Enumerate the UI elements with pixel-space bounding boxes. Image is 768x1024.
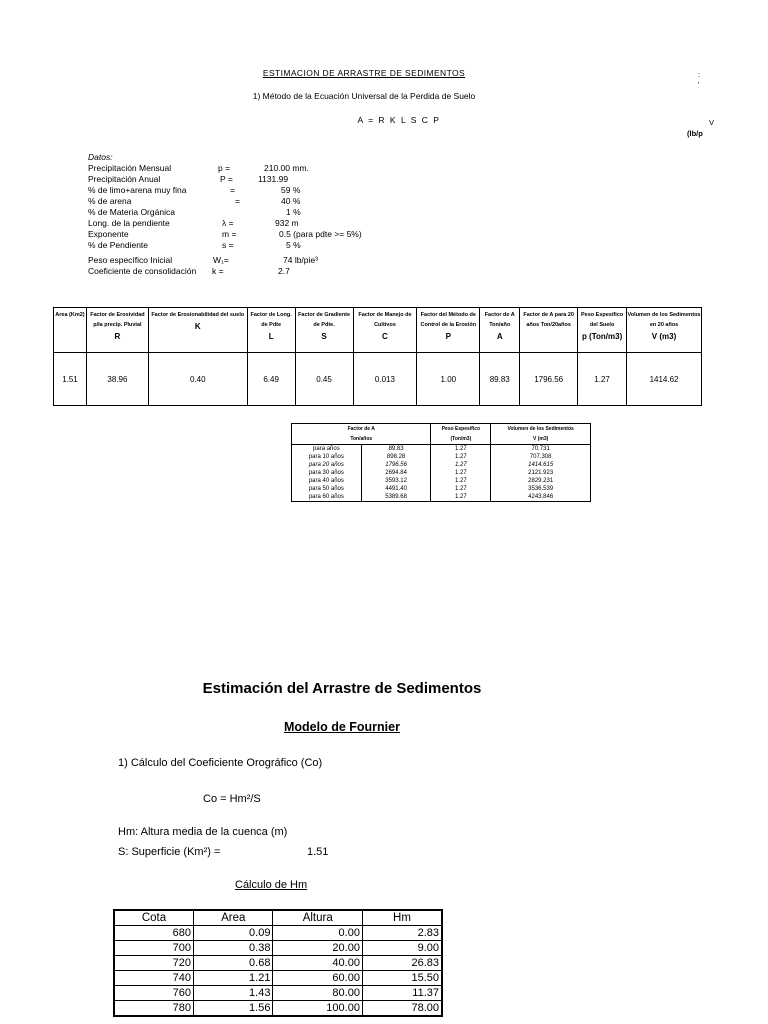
header-cell: Volumen de los Sedimentos en 20 años V (m3)	[627, 308, 702, 353]
table-cell: 0.45	[295, 353, 353, 406]
table-header-row	[292, 434, 591, 445]
header-cell: (Ton/m3)	[431, 434, 491, 445]
fournier-title: Estimación del Arrastre de Sedimentos	[202, 680, 482, 697]
table-row	[54, 353, 702, 406]
table-cell: 0.40	[148, 353, 247, 406]
table-row: para 40 años 3593.12 1.27 2829.231	[292, 477, 591, 485]
datos-row: Peso específico Inicial W₁= 74 lb/pie³	[88, 255, 318, 265]
table-header-row	[114, 910, 442, 926]
sediment-volume-table	[291, 423, 591, 502]
hm-definition: Hm: Altura media de la cuenca (m)	[118, 826, 288, 838]
table-cell: 6.49	[247, 353, 295, 406]
datos-block	[88, 152, 362, 277]
header-cell: Factor de Erosividad p/la precip. Pluvial R	[86, 308, 148, 353]
edge-fragment-v: V	[709, 118, 715, 127]
header-cell: Area	[193, 910, 272, 926]
header-cell: Factor de Erosionabilidad del suelo K	[148, 308, 247, 353]
table-row: 760 1.43 80.00 11.37	[114, 986, 442, 1001]
datos-row: % de Materia Orgánica 1 %	[88, 207, 301, 217]
header-cell: Volumen de los Sedimentos	[507, 426, 574, 432]
table-cell: 38.96	[86, 353, 148, 406]
s-definition: S: Superficie (Km²) =	[118, 846, 221, 858]
table-row: 740 1.21 60.00 15.50	[114, 971, 442, 986]
table-cell: 1796.56	[520, 353, 578, 406]
report-title: ESTIMACION DE ARRASTRE DE SEDIMENTOS	[262, 68, 466, 78]
usle-formula: A = R K L S C P	[357, 115, 441, 125]
s-value: 1.51	[307, 846, 329, 858]
table-cell: 1.00	[417, 353, 480, 406]
header-cell: Ton/años	[292, 434, 431, 445]
table-header-row	[54, 308, 702, 353]
table-row: para 20 años 1796.56 1.27 1414.615	[292, 461, 591, 469]
table-row: para 30 años 2694.84 1.27 2121.923	[292, 469, 591, 477]
step-heading: 1) Cálculo del Coeficiente Orográfico (Co)	[118, 757, 323, 769]
usle-factors-table	[53, 307, 702, 406]
datos-row: % de Pendiente s = 5 %	[88, 240, 301, 250]
table-row: 680 0.09 0.00 2.83	[114, 926, 442, 941]
table-cell: 1.51	[54, 353, 87, 406]
header-cell: V (m3)	[533, 436, 549, 442]
table-row: para 50 años 4491.40 1.27 3536.539	[292, 485, 591, 493]
table-cell: 89.83	[480, 353, 520, 406]
header-cell: Factor de Long. de Pdte L	[247, 308, 295, 353]
table-row: 700 0.38 20.00 9.00	[114, 941, 442, 956]
datos-row: Precipitación Anual P = 1131.99	[88, 174, 289, 184]
datos-row: % de limo+arena muy fina = 59 %	[88, 185, 301, 195]
datos-row: Precipitación Mensual p = 210.00 mm.	[88, 163, 309, 173]
table-cell: 0.013	[353, 353, 417, 406]
method-subtitle: 1) Método de la Ecuación Universal de la Perdida de Suelo	[252, 91, 476, 101]
table-header-row	[292, 424, 591, 435]
table-cell: 1.27	[578, 353, 627, 406]
edge-fragment-unit: (lb/p	[687, 129, 703, 138]
datos-row: % de arena = 40 %	[88, 196, 301, 206]
co-formula: Co = Hm²/S	[203, 793, 261, 805]
table-row: para 60 años 5389.68 1.27 4243.846	[292, 493, 591, 502]
header-cell: Altura	[273, 910, 362, 926]
hm-table	[113, 909, 443, 1017]
header-cell: Cota	[114, 910, 193, 926]
hm-calc-heading: Cálculo de Hm	[235, 879, 308, 891]
header-cell: Factor de Gradiente de Pdte. S	[295, 308, 353, 353]
edge-fragment-top: :	[698, 70, 701, 79]
header-cell: Factor de A para 20 años Ton/20años	[520, 308, 578, 353]
datos-row: Exponente m = 0.5 (para pdte >= 5%)	[88, 229, 362, 239]
edge-fragment-mid: '	[698, 80, 700, 89]
table-row: para años 89.83 1.27 70.731	[292, 445, 591, 454]
table-row: 720 0.68 40.00 26.83	[114, 956, 442, 971]
header-cell: Hm	[362, 910, 442, 926]
datos-row: Coeficiente de consolidación k = 2.7	[88, 266, 290, 276]
table-row: 780 1.56 100.00 78.00	[114, 1001, 442, 1017]
header-cell: Peso Espesifico	[431, 424, 491, 435]
header-cell: Factor de Manejo de Cultivos C	[353, 308, 417, 353]
datos-row: Long. de la pendiente λ = 932 m	[88, 218, 299, 228]
fournier-model-heading: Modelo de Fournier	[284, 720, 400, 734]
header-cell: Area (Km2)	[54, 308, 87, 353]
header-cell: Factor de A	[292, 424, 431, 435]
datos-title: Datos:	[88, 152, 113, 162]
table-cell: 1414.62	[627, 353, 702, 406]
header-cell: Factor del Método de Control de la Erosión P	[417, 308, 480, 353]
header-cell: Peso Espesífico del Suelo p (Ton/m3)	[578, 308, 627, 353]
header-cell: Factor de A Ton/año A	[480, 308, 520, 353]
table-row: para 10 años 898.28 1.27 707.308	[292, 453, 591, 461]
